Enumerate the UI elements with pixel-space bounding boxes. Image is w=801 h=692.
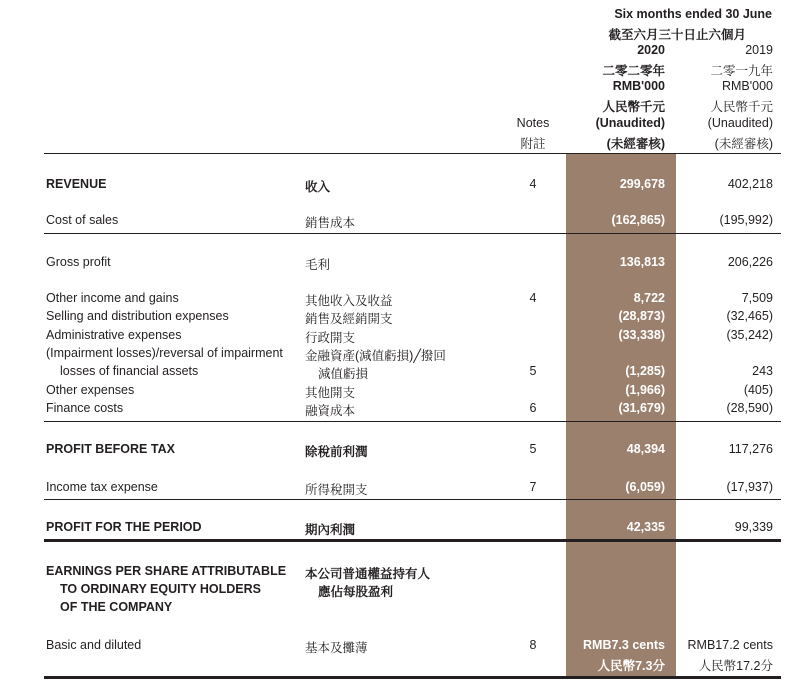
revenue-current: 299,678	[619, 177, 665, 191]
other-expenses-label-zh: 其他開支	[305, 386, 356, 400]
profit-period-prior: 99,339	[734, 520, 773, 534]
admin-expenses-label: Administrative expenses	[46, 328, 182, 342]
other-income-label: Other income and gains	[46, 291, 179, 305]
revenue-label-zh: 收入	[305, 180, 331, 194]
impairment-label-line1: (Impairment losses)/reversal of impairment	[46, 346, 283, 360]
eps-heading-zh-line1: 本公司普通權益持有人	[305, 567, 431, 581]
other-income-current: 8,722	[633, 291, 665, 305]
basic-diluted-note: 8	[529, 638, 537, 652]
revenue-prior: 402,218	[727, 177, 773, 191]
income-tax-prior: (17,937)	[726, 480, 773, 494]
basic-diluted-prior-zh: 人民幣17.2分	[698, 659, 773, 673]
notes-heading: Notes	[516, 116, 550, 130]
pbt-label-zh: 除稅前利潤	[305, 445, 368, 459]
selling-expenses-label-zh: 銷售及經銷開支	[305, 312, 393, 326]
basic-diluted-label-zh: 基本及攤薄	[305, 641, 368, 655]
current-unit: RMB'000	[612, 79, 665, 93]
gross-profit-label: Gross profit	[46, 255, 111, 269]
impairment-prior: 243	[752, 364, 773, 378]
notes-heading-zh: 附註	[520, 137, 546, 151]
cost-of-sales-prior: (195,992)	[719, 213, 773, 227]
pbt-current: 48,394	[626, 442, 665, 456]
finance-costs-prior: (28,590)	[726, 401, 773, 415]
impairment-label-zh-line1: 金融資產(減值虧損)╱撥回	[305, 349, 446, 363]
selling-expenses-prior: (32,465)	[726, 309, 773, 323]
eps-heading-line2: TO ORDINARY EQUITY HOLDERS	[60, 582, 261, 596]
prior-unit: RMB'000	[721, 79, 773, 93]
current-audit-status: (Unaudited)	[595, 116, 665, 130]
admin-expenses-label-zh: 行政開支	[305, 331, 356, 345]
income-tax-label-zh: 所得稅開支	[305, 483, 368, 497]
income-tax-label: Income tax expense	[46, 480, 158, 494]
impairment-label-line2: losses of financial assets	[60, 364, 199, 378]
period-heading-en: Six months ended 30 June	[614, 7, 772, 21]
profit-period-current: 42,335	[626, 520, 665, 534]
income-tax-current: (6,059)	[625, 480, 665, 494]
current-audit-status-zh: (未經審核)	[606, 137, 665, 151]
prior-year-zh: 二零一九年	[710, 64, 773, 78]
prior-audit-status-zh: (未經審核)	[714, 137, 773, 151]
period-heading-zh: 截至六月三十日止六個月	[608, 28, 746, 42]
gross-profit-label-zh: 毛利	[305, 258, 331, 272]
finance-costs-label: Finance costs	[46, 401, 124, 415]
income-tax-note: 7	[529, 480, 537, 494]
gross-profit-rule	[44, 233, 781, 234]
profit-period-double-rule	[44, 539, 781, 542]
gross-profit-prior: 206,226	[727, 255, 773, 269]
cost-of-sales-label: Cost of sales	[46, 213, 119, 227]
pbt-label: PROFIT BEFORE TAX	[46, 442, 175, 456]
eps-heading-line1: EARNINGS PER SHARE ATTRIBUTABLE	[46, 564, 287, 578]
selling-expenses-current: (28,873)	[618, 309, 665, 323]
bottom-double-rule	[44, 676, 781, 679]
profit-period-label: PROFIT FOR THE PERIOD	[46, 520, 202, 534]
impairment-current: (1,285)	[625, 364, 665, 378]
header-rule	[44, 153, 781, 154]
profit-period-rule	[44, 499, 781, 500]
basic-diluted-prior: RMB17.2 cents	[687, 638, 773, 652]
pbt-note: 5	[529, 442, 537, 456]
revenue-label: REVENUE	[46, 177, 107, 191]
finance-costs-current: (31,679)	[618, 401, 665, 415]
eps-heading-line3: OF THE COMPANY	[60, 600, 173, 614]
cost-of-sales-current: (162,865)	[611, 213, 665, 227]
selling-expenses-label: Selling and distribution expenses	[46, 309, 229, 323]
other-expenses-label: Other expenses	[46, 383, 135, 397]
admin-expenses-current: (33,338)	[618, 328, 665, 342]
prior-audit-status: (Unaudited)	[707, 116, 773, 130]
admin-expenses-prior: (35,242)	[726, 328, 773, 342]
pbt-rule	[44, 421, 781, 422]
basic-diluted-label: Basic and diluted	[46, 638, 142, 652]
other-income-label-zh: 其他收入及收益	[305, 294, 393, 308]
other-income-note: 4	[529, 291, 537, 305]
prior-year: 2019	[745, 43, 773, 57]
profit-period-label-zh: 期內利潤	[305, 523, 356, 537]
finance-costs-note: 6	[529, 401, 537, 415]
finance-costs-label-zh: 融資成本	[305, 404, 356, 418]
basic-diluted-current-zh: 人民幣7.3分	[597, 659, 665, 673]
eps-heading-zh-line2: 應佔每股盈利	[318, 585, 394, 599]
prior-unit-zh: 人民幣千元	[710, 100, 773, 114]
basic-diluted-current: RMB7.3 cents	[583, 638, 665, 652]
current-year-zh: 二零二零年	[602, 64, 665, 78]
impairment-label-zh-line2: 減值虧損	[318, 367, 369, 381]
other-expenses-prior: (405)	[743, 383, 773, 397]
impairment-note: 5	[529, 364, 537, 378]
current-year: 2020	[637, 43, 665, 57]
current-unit-zh: 人民幣千元	[602, 100, 665, 114]
pbt-prior: 117,276	[728, 442, 773, 456]
cost-of-sales-label-zh: 銷售成本	[305, 216, 356, 230]
other-expenses-current: (1,966)	[625, 383, 665, 397]
other-income-prior: 7,509	[741, 291, 773, 305]
revenue-note: 4	[529, 177, 537, 191]
gross-profit-current: 136,813	[619, 255, 665, 269]
